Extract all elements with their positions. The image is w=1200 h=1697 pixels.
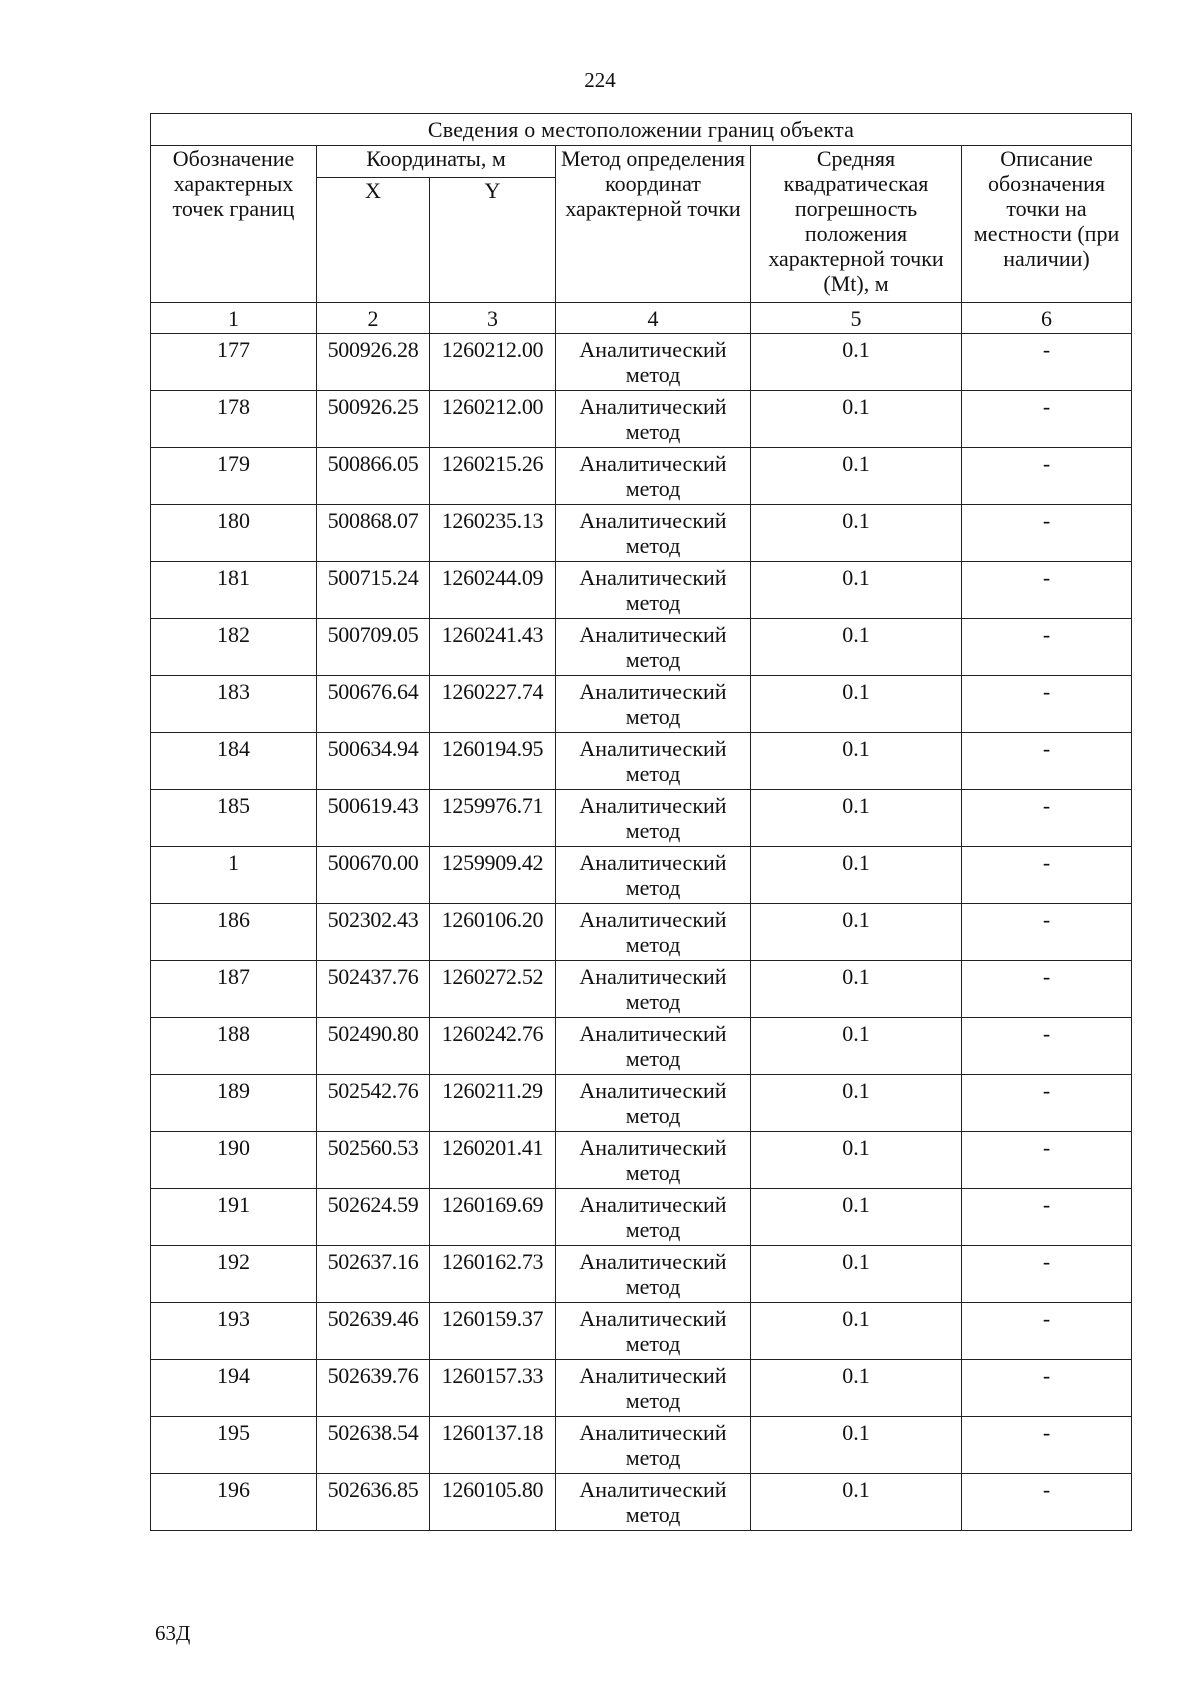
cell-description: - [962, 1246, 1132, 1303]
cell-y: 1260244.09 [430, 562, 556, 619]
cell-point: 194 [151, 1360, 317, 1417]
column-number: 3 [430, 303, 556, 334]
table-row [151, 334, 1132, 391]
cell-method: Аналитический метод [556, 334, 751, 391]
cell-description: - [962, 847, 1132, 904]
cell-y: 1260212.00 [430, 334, 556, 391]
cell-x: 502639.46 [317, 1303, 430, 1360]
header-y: Y [430, 178, 556, 303]
table-row [151, 676, 1132, 733]
header-method: Метод определения координат характерной точки [556, 146, 751, 303]
cell-method: Аналитический метод [556, 505, 751, 562]
cell-point: 181 [151, 562, 317, 619]
cell-x: 500619.43 [317, 790, 430, 847]
cell-y: 1260159.37 [430, 1303, 556, 1360]
table-row [151, 391, 1132, 448]
cell-method: Аналитический метод [556, 1246, 751, 1303]
header-point: Обозначение характерных точек границ [151, 146, 317, 303]
cell-x: 502542.76 [317, 1075, 430, 1132]
cell-x: 500676.64 [317, 676, 430, 733]
table-title: Сведения о местоположении границ объекта [151, 114, 1132, 146]
cell-error: 0.1 [751, 733, 962, 790]
table-row [151, 790, 1132, 847]
cell-error: 0.1 [751, 904, 962, 961]
cell-description: - [962, 562, 1132, 619]
cell-point: 189 [151, 1075, 317, 1132]
cell-point: 195 [151, 1417, 317, 1474]
cell-description: - [962, 1417, 1132, 1474]
cell-error: 0.1 [751, 1246, 962, 1303]
cell-y: 1260157.33 [430, 1360, 556, 1417]
table-row [151, 961, 1132, 1018]
column-number: 5 [751, 303, 962, 334]
table-body [151, 334, 1132, 1531]
cell-method: Аналитический метод [556, 1075, 751, 1132]
cell-method: Аналитический метод [556, 391, 751, 448]
boundary-table-container [150, 113, 1131, 1531]
column-number: 6 [962, 303, 1132, 334]
cell-method: Аналитический метод [556, 1132, 751, 1189]
cell-y: 1260137.18 [430, 1417, 556, 1474]
column-number: 1 [151, 303, 317, 334]
cell-description: - [962, 904, 1132, 961]
cell-y: 1260212.00 [430, 391, 556, 448]
cell-description: - [962, 619, 1132, 676]
page-number: 224 [584, 68, 616, 92]
cell-x: 500868.07 [317, 505, 430, 562]
cell-description: - [962, 334, 1132, 391]
cell-x: 502437.76 [317, 961, 430, 1018]
cell-y: 1260235.13 [430, 505, 556, 562]
cell-method: Аналитический метод [556, 619, 751, 676]
header-error: Средняя квадратическая погрешность положения характерной точки (Mt), м [751, 146, 962, 303]
cell-point: 191 [151, 1189, 317, 1246]
cell-x: 502560.53 [317, 1132, 430, 1189]
cell-point: 183 [151, 676, 317, 733]
cell-error: 0.1 [751, 676, 962, 733]
table-row [151, 1075, 1132, 1132]
cell-method: Аналитический метод [556, 733, 751, 790]
table-row [151, 1474, 1132, 1531]
cell-error: 0.1 [751, 1018, 962, 1075]
table-row [151, 904, 1132, 961]
cell-point: 188 [151, 1018, 317, 1075]
cell-method: Аналитический метод [556, 562, 751, 619]
cell-error: 0.1 [751, 1075, 962, 1132]
cell-x: 500926.28 [317, 334, 430, 391]
table-row [151, 1417, 1132, 1474]
cell-method: Аналитический метод [556, 1189, 751, 1246]
cell-method: Аналитический метод [556, 448, 751, 505]
cell-method: Аналитический метод [556, 1018, 751, 1075]
header-coords: Координаты, м [317, 146, 556, 178]
cell-method: Аналитический метод [556, 676, 751, 733]
table-row [151, 1132, 1132, 1189]
cell-error: 0.1 [751, 1303, 962, 1360]
cell-error: 0.1 [751, 448, 962, 505]
cell-y: 1259909.42 [430, 847, 556, 904]
cell-method: Аналитический метод [556, 790, 751, 847]
cell-point: 192 [151, 1246, 317, 1303]
header-description: Описание обозначения точки на местности (при наличии) [962, 146, 1132, 303]
cell-y: 1260169.69 [430, 1189, 556, 1246]
cell-y: 1260227.74 [430, 676, 556, 733]
cell-x: 502637.16 [317, 1246, 430, 1303]
cell-point: 185 [151, 790, 317, 847]
cell-description: - [962, 505, 1132, 562]
cell-point: 187 [151, 961, 317, 1018]
cell-error: 0.1 [751, 1189, 962, 1246]
cell-error: 0.1 [751, 505, 962, 562]
table-row [151, 1246, 1132, 1303]
cell-error: 0.1 [751, 1132, 962, 1189]
cell-description: - [962, 448, 1132, 505]
cell-point: 179 [151, 448, 317, 505]
cell-point: 184 [151, 733, 317, 790]
cell-description: - [962, 676, 1132, 733]
table-row [151, 1189, 1132, 1246]
cell-error: 0.1 [751, 961, 962, 1018]
cell-point: 177 [151, 334, 317, 391]
cell-description: - [962, 790, 1132, 847]
cell-description: - [962, 1360, 1132, 1417]
cell-x: 500926.25 [317, 391, 430, 448]
cell-error: 0.1 [751, 391, 962, 448]
cell-error: 0.1 [751, 1417, 962, 1474]
cell-x: 502624.59 [317, 1189, 430, 1246]
column-number: 2 [317, 303, 430, 334]
cell-point: 1 [151, 847, 317, 904]
cell-x: 502302.43 [317, 904, 430, 961]
cell-point: 193 [151, 1303, 317, 1360]
cell-error: 0.1 [751, 1474, 962, 1531]
cell-point: 182 [151, 619, 317, 676]
cell-x: 500866.05 [317, 448, 430, 505]
cell-y: 1260106.20 [430, 904, 556, 961]
table-row [151, 448, 1132, 505]
cell-method: Аналитический метод [556, 1303, 751, 1360]
table-row [151, 1303, 1132, 1360]
table-row [151, 1018, 1132, 1075]
column-number: 4 [556, 303, 751, 334]
column-numbers-row [151, 303, 1132, 334]
cell-x: 500634.94 [317, 733, 430, 790]
table-row [151, 619, 1132, 676]
cell-y: 1260215.26 [430, 448, 556, 505]
cell-error: 0.1 [751, 847, 962, 904]
cell-method: Аналитический метод [556, 1360, 751, 1417]
cell-y: 1260201.41 [430, 1132, 556, 1189]
cell-y: 1259976.71 [430, 790, 556, 847]
cell-point: 190 [151, 1132, 317, 1189]
cell-x: 502490.80 [317, 1018, 430, 1075]
cell-y: 1260241.43 [430, 619, 556, 676]
footer-code: 63Д [155, 1621, 191, 1645]
cell-description: - [962, 1075, 1132, 1132]
table-row [151, 505, 1132, 562]
cell-error: 0.1 [751, 790, 962, 847]
table-row [151, 1360, 1132, 1417]
cell-x: 500715.24 [317, 562, 430, 619]
cell-description: - [962, 1303, 1132, 1360]
cell-description: - [962, 1132, 1132, 1189]
cell-x: 500670.00 [317, 847, 430, 904]
cell-x: 500709.05 [317, 619, 430, 676]
cell-error: 0.1 [751, 1360, 962, 1417]
cell-description: - [962, 1189, 1132, 1246]
cell-method: Аналитический метод [556, 847, 751, 904]
cell-method: Аналитический метод [556, 961, 751, 1018]
cell-error: 0.1 [751, 619, 962, 676]
cell-description: - [962, 733, 1132, 790]
cell-y: 1260211.29 [430, 1075, 556, 1132]
cell-point: 186 [151, 904, 317, 961]
cell-y: 1260194.95 [430, 733, 556, 790]
cell-method: Аналитический метод [556, 904, 751, 961]
cell-x: 502638.54 [317, 1417, 430, 1474]
header-x: X [317, 178, 430, 303]
cell-y: 1260242.76 [430, 1018, 556, 1075]
cell-y: 1260105.80 [430, 1474, 556, 1531]
boundary-coordinates-table [150, 113, 1132, 1531]
cell-x: 502636.85 [317, 1474, 430, 1531]
cell-method: Аналитический метод [556, 1474, 751, 1531]
table-row [151, 733, 1132, 790]
table-row [151, 562, 1132, 619]
cell-description: - [962, 1018, 1132, 1075]
cell-description: - [962, 391, 1132, 448]
cell-point: 180 [151, 505, 317, 562]
cell-x: 502639.76 [317, 1360, 430, 1417]
cell-error: 0.1 [751, 334, 962, 391]
cell-y: 1260162.73 [430, 1246, 556, 1303]
table-row [151, 847, 1132, 904]
cell-method: Аналитический метод [556, 1417, 751, 1474]
cell-y: 1260272.52 [430, 961, 556, 1018]
cell-description: - [962, 961, 1132, 1018]
cell-point: 196 [151, 1474, 317, 1531]
cell-error: 0.1 [751, 562, 962, 619]
cell-description: - [962, 1474, 1132, 1531]
cell-point: 178 [151, 391, 317, 448]
